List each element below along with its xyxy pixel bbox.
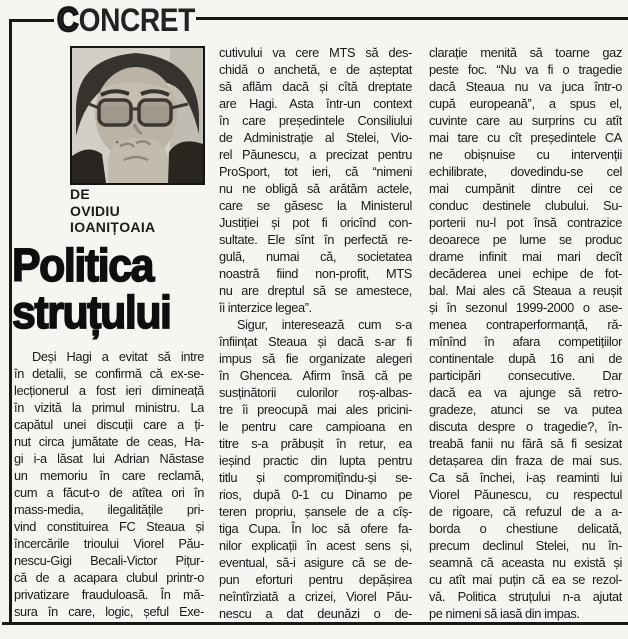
text-line: rios, după 0-1 cu Dinamo pe [219,487,412,502]
text-line: nilor explicații în acest sens și, [219,538,412,553]
text-line: în detalii, se confirmă că ex-se- [14,366,204,381]
author-photo [70,46,205,185]
text-line: Sigur, interesează cum s-a [237,317,412,332]
text-column-2 [219,44,412,622]
text-line: gi i-a lăsat lui Adrian Năstase [14,451,204,466]
text-line: neîntîrziată a crizei, Viorel Pău- [219,589,412,604]
text-line: Ca să închei, i-aș reaminti lui [429,470,622,485]
text-line: că de a acapara clubul printr-o [14,570,204,585]
text-line: nu ne obligă să arătăm actele, [219,181,412,196]
text-line: precum declinul Stelei, nu în- [429,538,622,553]
text-line: cu atît mai puțin că ea se rezol- [429,572,622,587]
column-masthead [57,1,195,40]
text-line: îi interzice legea”. [219,300,312,315]
text-line: să aflăm dacă și cîtă dreptate [219,79,412,94]
masthead-initial: C [57,1,79,39]
text-line: noastră fiind non-profit, MTS [219,266,412,281]
text-line: porterii nu-l pot însă contrazice [429,215,622,230]
text-line: detașarea din fraza de mai sus. [429,453,622,468]
text-line: mass-media, ilegalitățile pri- [14,502,204,517]
text-line: titlu și compromițîndu-și se- [219,470,412,485]
text-line: clarație menită să toarne gaz [429,45,622,60]
text-line: în vizită la primul ministru. La [14,400,204,415]
text-line: tiga Cupa. În loc să ofere fa- [219,521,412,536]
text-line: ieșind practic din lupta pentru [219,453,412,468]
text-line: de Administrație al Stelei, Vio- [219,130,412,145]
text-line: un memoriu în care reclamă, [14,468,204,483]
text-line: decăderea unei echipe de fot- [429,266,622,281]
masthead-rule-left [9,19,54,22]
text-line: conduc destinele clubului. Su- [429,198,622,213]
byline-line: IOANIȚOAIA [70,219,156,235]
text-line: continentale după 16 ani de [429,351,622,366]
text-line: cuvinte care au surprins cu atît [429,113,622,128]
text-line: susținătorii culorilor roș-albas- [219,385,412,400]
text-line: bal. Mai ales că Steaua a reușit [429,283,622,298]
text-line: și în sezonul 1999-2000 o ase- [429,300,622,315]
text-line: mînînd în afara competițiilor [429,334,622,349]
text-line: are Hagi. Asta într-un context [219,96,412,111]
text-line: discuta despre o tragedie?, în- [429,419,622,434]
text-line: cutivului va cere MTS să des- [219,45,412,60]
text-line: gradeze, atunci se va putea [429,402,622,417]
text-line: drame infinit mai mari decît [429,249,622,264]
text-line: dacă ea va ajunge să retro- [429,385,622,400]
text-line: privatizare frauduloasă. În mă- [14,587,204,602]
text-column-3 [429,44,622,622]
text-line: chidă o anchetă, e de așteptat [219,62,412,77]
text-line: teren propriu, șansele de a cîș- [219,504,412,519]
text-line: pun eforturi pentru depășirea [219,572,412,587]
text-line: Deși Hagi a evitat să intre [32,349,204,364]
byline-line: OVIDIU [70,202,121,219]
text-line: în Ghencea. Afirm însă că pe [219,368,412,383]
text-line: nu are dreptul să se amestece, [219,283,412,298]
text-line: vind constituirea FC Steaua și [14,519,204,534]
text-line: participări consecutive. Dar [429,368,622,383]
text-line: lecționerul a fost ieri dimineață [14,383,204,398]
text-line: impus să fie organizate alegeri [219,351,412,366]
text-line: încercările trioului Viorel Pău- [14,536,204,551]
text-line: tre îi preocupă mai ales pricini- [219,402,412,417]
text-line: dacă Steaua nu va juca într-o [429,79,622,94]
text-line: sura în care, logic, șeful Exe- [14,604,204,619]
text-line: seamnă că aceasta nu există și [429,555,622,570]
text-line: titre s-a prăbușit în retur, ea [219,436,412,451]
headline-line-1: Politica [12,239,153,291]
text-line: eventual, să-i asigure că se de- [219,555,412,570]
text-line: de rigoare, că refuzul de a a- [429,504,622,519]
text-line: gulă, numai că, societatea [219,249,412,264]
text-line: Justiției și pot fi oricînd con- [219,215,412,230]
text-line: menea contraperformanță, ră- [429,317,622,332]
text-line: care se găsesc la Ministerul [219,198,412,213]
text-line: mai tare cu cît președintele CA [429,130,622,145]
text-line: pe nimeni să iasă din impas. [429,606,580,621]
masthead-rest: ONCRET [78,2,195,38]
text-line: mai cumpănit dintre cei ce [429,181,622,196]
bottom-border-rule [2,622,628,625]
text-line: cupă europeană”, a spus el, [429,96,622,111]
text-line: borda o chestiune delicată, [429,521,622,536]
headline-line-2: struțului [12,286,171,338]
text-line: deoarece pe lume se produc [429,232,622,247]
text-line: ProSport, tot ieri, că “nimeni [219,164,412,179]
text-line: sultate. Ele sînt în perfectă re- [219,232,412,247]
text-line: capătul unei discuții care a ți- [14,417,204,432]
text-line: în care președintele Consiliului [219,113,412,128]
text-line: ne obișnuise cu intervenții [429,147,622,162]
text-line: le pentru care campioana en [219,419,412,434]
text-line: rel Păunescu, a precizat pentru [219,147,412,162]
text-line: Viorel Păunescu, cu respectul [429,487,622,502]
text-line: vă. Politica struțului n-a ajutat [429,589,622,604]
text-column-1 [14,348,204,620]
text-line: înființat Steaua și dacă s-ar fi [219,334,412,349]
text-line: echilibrate, dovedindu-se cel [429,164,622,179]
text-line: treabă fanii nu fără să fi sesizat [429,436,622,451]
article-headline [12,239,171,338]
masthead-rule-right [196,17,628,20]
text-line: cum a făcut-o de atîtea ori în [14,485,204,500]
text-line: nescu-Gigi Becali-Victor Pițur- [14,553,204,568]
portrait-photo-illustration [72,48,203,183]
byline-line: DE [70,186,91,202]
text-line: nescu a dat deunăzi o de- [219,606,412,621]
text-line: nut circa jumătate de ceas, Ha- [14,434,204,449]
text-line: peste foc. “Nu va fi o tragedie [429,62,622,77]
byline [70,186,155,236]
